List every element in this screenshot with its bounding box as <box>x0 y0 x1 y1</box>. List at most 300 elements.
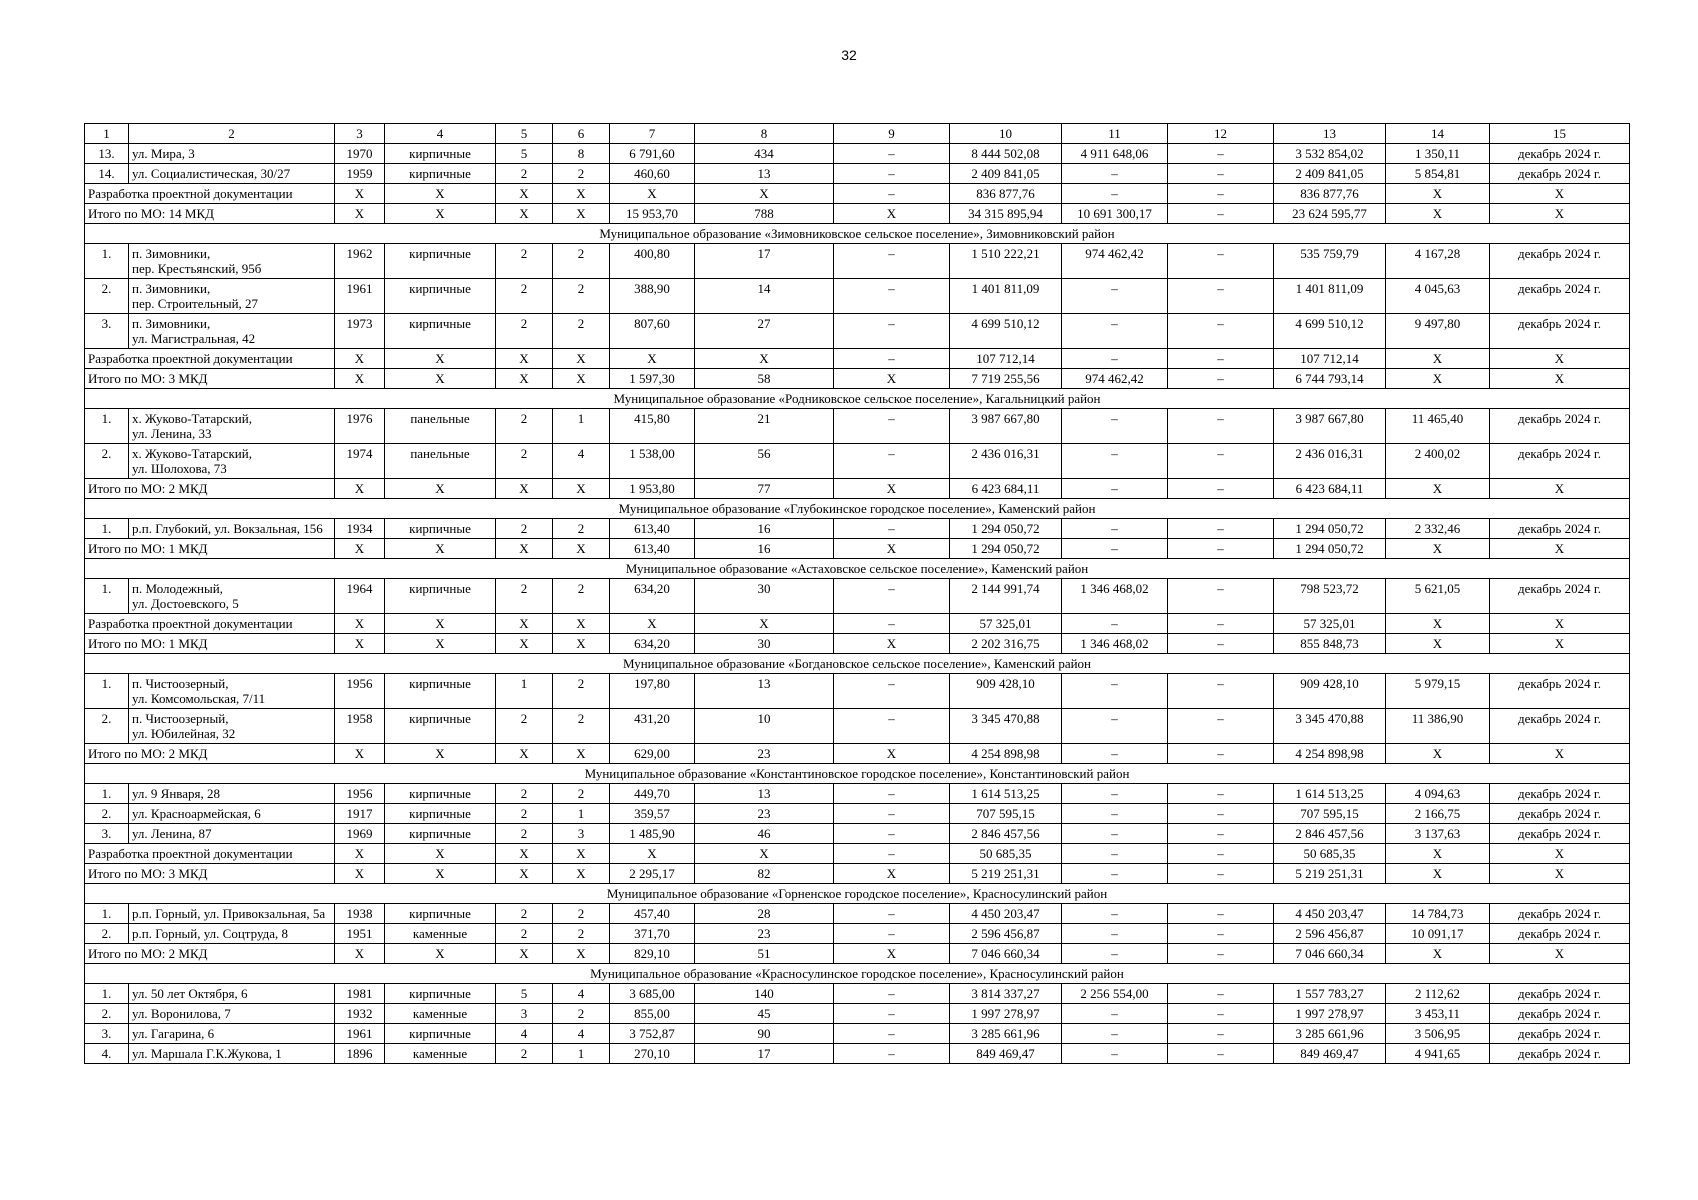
summary-label: Разработка проектной документации <box>85 349 335 369</box>
cell-col-3: 1969 <box>335 824 385 844</box>
cell-col-9: – <box>834 184 950 204</box>
cell-col-4: каменные <box>385 1044 496 1064</box>
address-cell <box>129 984 335 1004</box>
address-line: х. Жуково-Татарский, <box>132 446 252 461</box>
cell-col-14: 3 453,11 <box>1386 1004 1490 1024</box>
address-cell <box>129 784 335 804</box>
cell-col-5: 5 <box>496 144 553 164</box>
cell-col-10: 4 450 203,47 <box>950 904 1062 924</box>
cell-col-5: 2 <box>496 409 553 444</box>
cell-col-6: 2 <box>553 1004 610 1024</box>
cell-col-5: 2 <box>496 444 553 479</box>
cell-col-10: 4 699 510,12 <box>950 314 1062 349</box>
address-cell <box>129 279 335 314</box>
cell-col-12: – <box>1168 1024 1274 1044</box>
cell-col-6: 2 <box>553 314 610 349</box>
cell-col-8: 10 <box>695 709 834 744</box>
cell-col-15: X <box>1490 944 1630 964</box>
address-line: ул. Воронилова, 7 <box>132 1006 231 1021</box>
cell-col-9: – <box>834 314 950 349</box>
cell-col-15: X <box>1490 349 1630 369</box>
municipality-heading: Муниципальное образование «Богдановское сельское поселение», Каменский район <box>85 654 1630 674</box>
cell-col-6: 2 <box>553 674 610 709</box>
cell-col-7: 1 538,00 <box>610 444 695 479</box>
cell-col-5: 3 <box>496 1004 553 1024</box>
cell-col-10: 1 614 513,25 <box>950 784 1062 804</box>
cell-col-3: 1976 <box>335 409 385 444</box>
cell-col-5: X <box>496 539 553 559</box>
cell-col-8: X <box>695 614 834 634</box>
cell-col-13: 1 294 050,72 <box>1274 519 1386 539</box>
cell-col-6: X <box>553 744 610 764</box>
cell-col-3: 1981 <box>335 984 385 1004</box>
table-row <box>85 924 1630 944</box>
address-cell <box>129 1004 335 1024</box>
cell-col-3: X <box>335 369 385 389</box>
cell-col-5: 2 <box>496 579 553 614</box>
cell-col-7: 400,80 <box>610 244 695 279</box>
address-line: ул. 50 лет Октября, 6 <box>132 986 248 1001</box>
cell-col-6: 8 <box>553 144 610 164</box>
cell-col-13: 50 685,35 <box>1274 844 1386 864</box>
cell-col-11: – <box>1062 864 1168 884</box>
cell-col-7: X <box>610 614 695 634</box>
cell-col-7: 3 685,00 <box>610 984 695 1004</box>
row-number: 3. <box>85 824 129 844</box>
cell-col-8: 28 <box>695 904 834 924</box>
cell-col-4: кирпичные <box>385 709 496 744</box>
address-line: п. Зимовники, <box>132 316 211 331</box>
cell-col-10: 2 596 456,87 <box>950 924 1062 944</box>
cell-col-6: X <box>553 349 610 369</box>
column-number: 1 <box>85 124 129 144</box>
housing-repair-table <box>84 123 1630 1064</box>
municipality-heading: Муниципальное образование «Родниковское сельское поселение», Кагальницкий район <box>85 389 1630 409</box>
cell-col-8: 45 <box>695 1004 834 1024</box>
cell-col-5: 2 <box>496 314 553 349</box>
subtotal-row <box>85 204 1630 224</box>
cell-col-15: X <box>1490 634 1630 654</box>
cell-col-15: декабрь 2024 г. <box>1490 244 1630 279</box>
cell-col-8: 56 <box>695 444 834 479</box>
address-cell <box>129 1024 335 1044</box>
cell-col-3: 1961 <box>335 1024 385 1044</box>
cell-col-3: X <box>335 539 385 559</box>
cell-col-12: – <box>1168 279 1274 314</box>
cell-col-7: 3 752,87 <box>610 1024 695 1044</box>
cell-col-14: 2 166,75 <box>1386 804 1490 824</box>
cell-col-12: – <box>1168 614 1274 634</box>
cell-col-4: кирпичные <box>385 314 496 349</box>
cell-col-11: 1 346 468,02 <box>1062 634 1168 654</box>
column-number: 3 <box>335 124 385 144</box>
row-number: 2. <box>85 924 129 944</box>
cell-col-6: X <box>553 614 610 634</box>
cell-col-15: декабрь 2024 г. <box>1490 1004 1630 1024</box>
cell-col-10: 2 202 316,75 <box>950 634 1062 654</box>
cell-col-8: 788 <box>695 204 834 224</box>
cell-col-6: 2 <box>553 164 610 184</box>
cell-col-8: 13 <box>695 164 834 184</box>
cell-col-4: кирпичные <box>385 164 496 184</box>
cell-col-8: 17 <box>695 1044 834 1064</box>
column-number: 13 <box>1274 124 1386 144</box>
cell-col-10: 8 444 502,08 <box>950 144 1062 164</box>
cell-col-3: 1970 <box>335 144 385 164</box>
cell-col-4: X <box>385 844 496 864</box>
cell-col-5: X <box>496 184 553 204</box>
cell-col-12: – <box>1168 844 1274 864</box>
cell-col-13: 4 699 510,12 <box>1274 314 1386 349</box>
cell-col-12: – <box>1168 1044 1274 1064</box>
cell-col-6: 2 <box>553 904 610 924</box>
summary-label: Итого по МО: 2 МКД <box>85 944 335 964</box>
cell-col-6: 1 <box>553 1044 610 1064</box>
cell-col-5: X <box>496 369 553 389</box>
cell-col-12: – <box>1168 804 1274 824</box>
table-row <box>85 674 1630 709</box>
row-number: 2. <box>85 804 129 824</box>
cell-col-8: 434 <box>695 144 834 164</box>
cell-col-11: – <box>1062 1024 1168 1044</box>
cell-col-15: декабрь 2024 г. <box>1490 409 1630 444</box>
cell-col-3: X <box>335 479 385 499</box>
cell-col-3: X <box>335 844 385 864</box>
cell-col-3: 1934 <box>335 519 385 539</box>
cell-col-8: 17 <box>695 244 834 279</box>
cell-col-9: – <box>834 674 950 709</box>
cell-col-5: X <box>496 634 553 654</box>
row-number: 2. <box>85 444 129 479</box>
cell-col-5: X <box>496 844 553 864</box>
cell-col-7: 371,70 <box>610 924 695 944</box>
cell-col-9: – <box>834 164 950 184</box>
cell-col-12: – <box>1168 444 1274 479</box>
cell-col-15: декабрь 2024 г. <box>1490 444 1630 479</box>
cell-col-7: X <box>610 349 695 369</box>
cell-col-3: 1956 <box>335 674 385 709</box>
address-line: ул. Красноармейская, 6 <box>132 806 261 821</box>
cell-col-5: X <box>496 479 553 499</box>
cell-col-5: 2 <box>496 824 553 844</box>
cell-col-7: X <box>610 184 695 204</box>
cell-col-7: 613,40 <box>610 519 695 539</box>
cell-col-6: 4 <box>553 1024 610 1044</box>
cell-col-9: X <box>834 744 950 764</box>
cell-col-6: X <box>553 634 610 654</box>
cell-col-8: 21 <box>695 409 834 444</box>
cell-col-6: 3 <box>553 824 610 844</box>
cell-col-9: X <box>834 204 950 224</box>
cell-col-15: декабрь 2024 г. <box>1490 279 1630 314</box>
cell-col-8: 13 <box>695 674 834 709</box>
cell-col-6: 1 <box>553 409 610 444</box>
cell-col-9: – <box>834 844 950 864</box>
cell-col-3: 1958 <box>335 709 385 744</box>
cell-col-13: 3 285 661,96 <box>1274 1024 1386 1044</box>
summary-label: Итого по МО: 3 МКД <box>85 864 335 884</box>
cell-col-7: 15 953,70 <box>610 204 695 224</box>
row-number: 1. <box>85 984 129 1004</box>
cell-col-14: 3 506,95 <box>1386 1024 1490 1044</box>
cell-col-9: X <box>834 634 950 654</box>
row-number: 3. <box>85 1024 129 1044</box>
cell-col-13: 535 759,79 <box>1274 244 1386 279</box>
cell-col-4: каменные <box>385 1004 496 1024</box>
row-number: 2. <box>85 1004 129 1024</box>
cell-col-14: 2 112,62 <box>1386 984 1490 1004</box>
cell-col-4: кирпичные <box>385 674 496 709</box>
cell-col-3: 1938 <box>335 904 385 924</box>
cell-col-11: – <box>1062 804 1168 824</box>
column-number: 10 <box>950 124 1062 144</box>
cell-col-11: – <box>1062 279 1168 314</box>
address-line: пер. Крестьянский, 95б <box>132 261 262 276</box>
table-row <box>85 784 1630 804</box>
address-cell <box>129 904 335 924</box>
address-cell <box>129 164 335 184</box>
cell-col-3: 1964 <box>335 579 385 614</box>
cell-col-4: X <box>385 744 496 764</box>
cell-col-4: кирпичные <box>385 279 496 314</box>
address-line: ул. Комсомольская, 7/11 <box>132 691 266 706</box>
table-row <box>85 904 1630 924</box>
cell-col-10: 909 428,10 <box>950 674 1062 709</box>
cell-col-7: 1 485,90 <box>610 824 695 844</box>
cell-col-11: – <box>1062 784 1168 804</box>
cell-col-13: 3 987 667,80 <box>1274 409 1386 444</box>
address-line: п. Молодежный, <box>132 581 223 596</box>
cell-col-5: 5 <box>496 984 553 1004</box>
cell-col-9: – <box>834 784 950 804</box>
cell-col-9: – <box>834 904 950 924</box>
cell-col-9: – <box>834 519 950 539</box>
table-row <box>85 1024 1630 1044</box>
cell-col-14: X <box>1386 479 1490 499</box>
cell-col-9: – <box>834 409 950 444</box>
cell-col-12: – <box>1168 984 1274 1004</box>
cell-col-8: 27 <box>695 314 834 349</box>
cell-col-8: 90 <box>695 1024 834 1044</box>
cell-col-14: X <box>1386 349 1490 369</box>
address-cell <box>129 924 335 944</box>
column-number: 7 <box>610 124 695 144</box>
section-row <box>85 389 1630 409</box>
cell-col-6: X <box>553 539 610 559</box>
cell-col-4: кирпичные <box>385 904 496 924</box>
table-row <box>85 314 1630 349</box>
municipality-heading: Муниципальное образование «Астаховское сельское поселение», Каменский район <box>85 559 1630 579</box>
cell-col-14: 3 137,63 <box>1386 824 1490 844</box>
section-row <box>85 964 1630 984</box>
cell-col-10: 3 345 470,88 <box>950 709 1062 744</box>
cell-col-14: X <box>1386 369 1490 389</box>
cell-col-6: 4 <box>553 444 610 479</box>
cell-col-8: 51 <box>695 944 834 964</box>
cell-col-12: – <box>1168 674 1274 709</box>
cell-col-9: – <box>834 924 950 944</box>
cell-col-13: 2 846 457,56 <box>1274 824 1386 844</box>
cell-col-10: 50 685,35 <box>950 844 1062 864</box>
cell-col-7: 855,00 <box>610 1004 695 1024</box>
cell-col-8: X <box>695 844 834 864</box>
cell-col-3: X <box>335 184 385 204</box>
cell-col-9: – <box>834 349 950 369</box>
cell-col-14: 4 045,63 <box>1386 279 1490 314</box>
cell-col-14: 9 497,80 <box>1386 314 1490 349</box>
address-line: ул. Мира, 3 <box>132 146 195 161</box>
cell-col-15: декабрь 2024 г. <box>1490 709 1630 744</box>
cell-col-7: 388,90 <box>610 279 695 314</box>
cell-col-13: 4 254 898,98 <box>1274 744 1386 764</box>
cell-col-12: – <box>1168 744 1274 764</box>
cell-col-11: – <box>1062 519 1168 539</box>
summary-label: Итого по МО: 2 МКД <box>85 479 335 499</box>
cell-col-14: 11 465,40 <box>1386 409 1490 444</box>
address-line: ул. Ленина, 33 <box>132 426 212 441</box>
cell-col-14: 5 979,15 <box>1386 674 1490 709</box>
cell-col-4: кирпичные <box>385 519 496 539</box>
cell-col-13: 849 469,47 <box>1274 1044 1386 1064</box>
cell-col-12: – <box>1168 824 1274 844</box>
cell-col-11: – <box>1062 709 1168 744</box>
subtotal-row <box>85 744 1630 764</box>
cell-col-4: X <box>385 184 496 204</box>
cell-col-10: 34 315 895,94 <box>950 204 1062 224</box>
cell-col-13: 1 401 811,09 <box>1274 279 1386 314</box>
municipality-heading: Муниципальное образование «Глубокинское городское поселение», Каменский район <box>85 499 1630 519</box>
table-row <box>85 279 1630 314</box>
cell-col-11: 10 691 300,17 <box>1062 204 1168 224</box>
cell-col-12: – <box>1168 349 1274 369</box>
cell-col-5: 2 <box>496 164 553 184</box>
cell-col-12: – <box>1168 409 1274 444</box>
cell-col-3: 1962 <box>335 244 385 279</box>
subtotal-row <box>85 844 1630 864</box>
cell-col-7: 1 953,80 <box>610 479 695 499</box>
address-line: ул. Юбилейная, 32 <box>132 726 236 741</box>
cell-col-14: 5 621,05 <box>1386 579 1490 614</box>
cell-col-9: – <box>834 1044 950 1064</box>
cell-col-4: X <box>385 944 496 964</box>
table-row <box>85 244 1630 279</box>
cell-col-6: 2 <box>553 784 610 804</box>
cell-col-6: X <box>553 184 610 204</box>
cell-col-3: X <box>335 744 385 764</box>
cell-col-4: кирпичные <box>385 824 496 844</box>
cell-col-12: – <box>1168 244 1274 279</box>
cell-col-11: – <box>1062 1044 1168 1064</box>
cell-col-4: панельные <box>385 444 496 479</box>
subtotal-row <box>85 944 1630 964</box>
section-row <box>85 559 1630 579</box>
cell-col-12: – <box>1168 904 1274 924</box>
cell-col-5: 2 <box>496 279 553 314</box>
table-row <box>85 984 1630 1004</box>
cell-col-10: 2 436 016,31 <box>950 444 1062 479</box>
subtotal-row <box>85 864 1630 884</box>
row-number: 1. <box>85 519 129 539</box>
cell-col-11: 2 256 554,00 <box>1062 984 1168 1004</box>
subtotal-row <box>85 369 1630 389</box>
cell-col-3: X <box>335 864 385 884</box>
cell-col-11: – <box>1062 184 1168 204</box>
cell-col-10: 3 285 661,96 <box>950 1024 1062 1044</box>
column-number: 15 <box>1490 124 1630 144</box>
cell-col-14: X <box>1386 539 1490 559</box>
cell-col-10: 7 719 255,56 <box>950 369 1062 389</box>
cell-col-6: X <box>553 479 610 499</box>
cell-col-4: кирпичные <box>385 579 496 614</box>
cell-col-9: – <box>834 444 950 479</box>
address-cell <box>129 579 335 614</box>
subtotal-row <box>85 634 1630 654</box>
column-number: 9 <box>834 124 950 144</box>
cell-col-10: 7 046 660,34 <box>950 944 1062 964</box>
cell-col-9: – <box>834 144 950 164</box>
row-number: 1. <box>85 244 129 279</box>
cell-col-3: 1974 <box>335 444 385 479</box>
cell-col-4: кирпичные <box>385 144 496 164</box>
cell-col-13: 6 423 684,11 <box>1274 479 1386 499</box>
cell-col-12: – <box>1168 579 1274 614</box>
municipality-heading: Муниципальное образование «Константиновское городское поселение», Константиновский район <box>85 764 1630 784</box>
cell-col-9: – <box>834 244 950 279</box>
cell-col-5: 2 <box>496 519 553 539</box>
cell-col-12: – <box>1168 864 1274 884</box>
cell-col-10: 3 814 337,27 <box>950 984 1062 1004</box>
cell-col-14: X <box>1386 844 1490 864</box>
cell-col-8: 14 <box>695 279 834 314</box>
column-number: 6 <box>553 124 610 144</box>
cell-col-14: X <box>1386 744 1490 764</box>
cell-col-3: 1956 <box>335 784 385 804</box>
table-row <box>85 144 1630 164</box>
cell-col-15: декабрь 2024 г. <box>1490 904 1630 924</box>
cell-col-9: – <box>834 804 950 824</box>
cell-col-15: X <box>1490 864 1630 884</box>
column-number: 5 <box>496 124 553 144</box>
cell-col-15: декабрь 2024 г. <box>1490 519 1630 539</box>
address-cell <box>129 314 335 349</box>
address-line: ул. Маршала Г.К.Жукова, 1 <box>132 1046 282 1061</box>
cell-col-13: 798 523,72 <box>1274 579 1386 614</box>
cell-col-11: – <box>1062 1004 1168 1024</box>
cell-col-5: X <box>496 944 553 964</box>
cell-col-5: 2 <box>496 1044 553 1064</box>
cell-col-10: 2 846 457,56 <box>950 824 1062 844</box>
address-line: ул. Социалистическая, 30/27 <box>132 166 291 181</box>
cell-col-13: 23 624 595,77 <box>1274 204 1386 224</box>
cell-col-7: 359,57 <box>610 804 695 824</box>
section-row <box>85 764 1630 784</box>
cell-col-6: 2 <box>553 579 610 614</box>
cell-col-10: 1 294 050,72 <box>950 519 1062 539</box>
cell-col-5: X <box>496 614 553 634</box>
table-row <box>85 579 1630 614</box>
cell-col-13: 3 345 470,88 <box>1274 709 1386 744</box>
cell-col-15: декабрь 2024 г. <box>1490 984 1630 1004</box>
cell-col-8: 13 <box>695 784 834 804</box>
table-row <box>85 444 1630 479</box>
cell-col-8: 16 <box>695 539 834 559</box>
cell-col-15: X <box>1490 369 1630 389</box>
cell-col-8: 58 <box>695 369 834 389</box>
address-line: пер. Строительный, 27 <box>132 296 259 311</box>
cell-col-6: X <box>553 844 610 864</box>
cell-col-15: декабрь 2024 г. <box>1490 1044 1630 1064</box>
cell-col-13: 107 712,14 <box>1274 349 1386 369</box>
